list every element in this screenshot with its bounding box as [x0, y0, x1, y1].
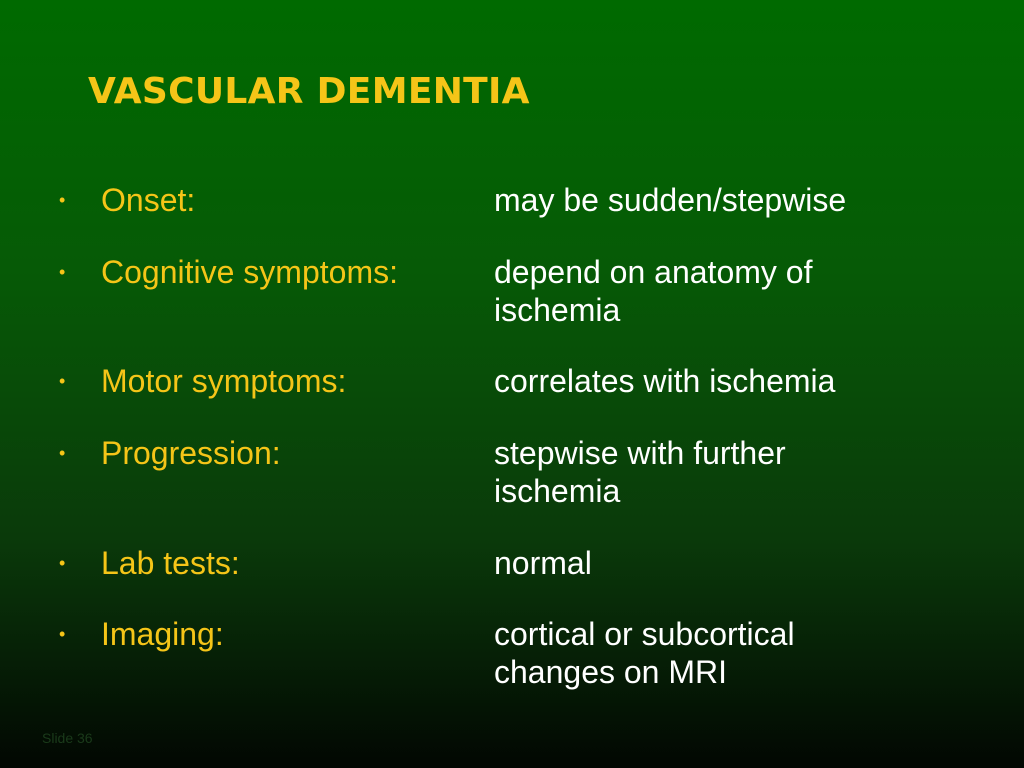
bullet-dot: • — [59, 190, 66, 210]
slide-number: Slide 36 — [42, 730, 93, 746]
bullet-dot: • — [59, 371, 66, 391]
bullet-label: Onset: — [101, 182, 196, 218]
bullet-value: stepwise with further ischemia — [494, 435, 786, 509]
bullet-value: normal — [494, 545, 592, 581]
bullet-label: Imaging: — [101, 616, 224, 652]
bullet-dot: • — [59, 553, 66, 573]
bullet-value: may be sudden/stepwise — [494, 182, 847, 218]
bullet-label: Lab tests: — [101, 545, 240, 581]
bullet-dot: • — [59, 624, 66, 644]
bullet-dot: • — [59, 443, 66, 463]
bullet-dot: • — [59, 262, 66, 282]
bullet-label: Cognitive symptoms: — [101, 254, 398, 290]
slide-title: VASCULAR DEMENTIA — [88, 71, 530, 112]
bullet-value: correlates with ischemia — [494, 363, 836, 399]
bullet-value: cortical or subcortical changes on MRI — [494, 616, 795, 690]
bullet-label: Progression: — [101, 435, 281, 471]
bullet-value: depend on anatomy of ischemia — [494, 254, 813, 328]
bullet-label: Motor symptoms: — [101, 363, 347, 399]
